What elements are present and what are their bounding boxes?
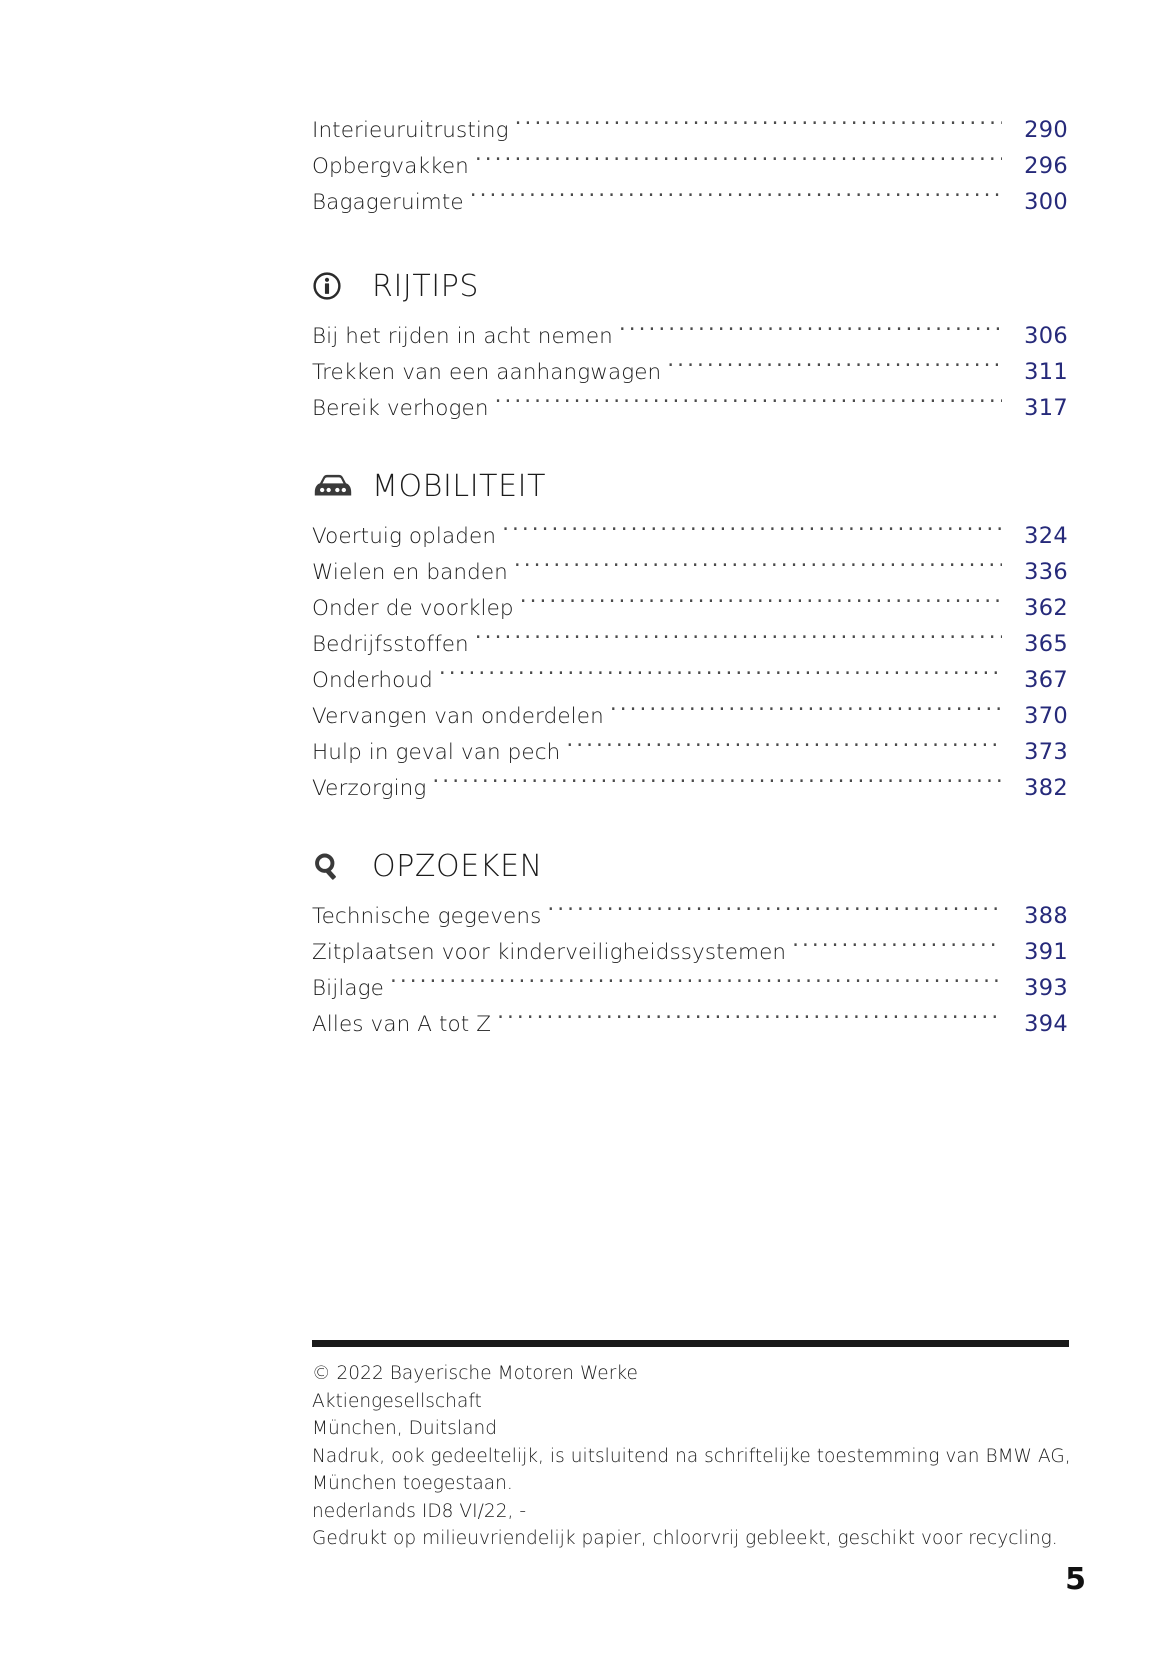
toc-entry[interactable] [312,318,1068,354]
toc-entry[interactable] [312,148,1068,184]
toc-entry-title: Bereik verhogen [312,396,489,421]
toc-leader-dots [667,363,1002,379]
toc-entry-title: Bijlage [312,976,385,1001]
copyright-line: Nadruk, ook gedeeltelijk, is uitsluitend na schriftelijke toestemming van BMW AG, [312,1445,1071,1467]
copyright-line: Gedrukt op milieuvriendelijk papier, chloorvrij gebleekt, geschikt voor recycling. [312,1528,1058,1549]
toc-entry-title: Vervangen van onderdelen [312,704,604,729]
toc-entry[interactable] [312,518,1068,554]
toc-section-entries [312,318,1068,426]
toc-leader-dots [520,599,1002,615]
toc-leader-dots [432,779,1002,795]
toc-entry-page-number: 311 [1024,359,1068,385]
toc-entry[interactable] [312,734,1068,770]
toc-section-entries [312,898,1068,1042]
toc-entry-page-number: 296 [1024,153,1068,179]
search-icon [312,845,358,887]
copyright-block [312,1360,1072,1553]
toc-leader-dots [390,979,1002,995]
toc-entry-page-number: 370 [1024,703,1068,729]
toc-entry[interactable] [312,934,1068,970]
toc-leader-dots [502,527,1002,543]
toc-leader-dots [470,193,1002,209]
toc-entry-page-number: 290 [1024,117,1068,143]
toc-entry[interactable] [312,662,1068,698]
toc-entry[interactable] [312,390,1068,426]
toc-entry[interactable] [312,626,1068,662]
toc-entry-title: Alles van A tot Z [312,1012,492,1037]
toc-entry-page-number: 336 [1024,559,1068,585]
toc-section-header[interactable] [312,840,1068,892]
toc-content [312,112,1068,1042]
toc-entry-page-number: 373 [1024,739,1068,765]
toc-leader-dots [475,157,1002,173]
copyright-line: © 2022 Bayerische Motoren Werke [312,1363,638,1384]
toc-entry-title: Bedrijfsstoffen [312,632,469,657]
toc-entry-title: Trekken van een aanhangwagen [312,360,662,385]
toc-entry-title: Opbergvakken [312,154,469,179]
toc-entry[interactable] [312,898,1068,934]
toc-entry-page-number: 306 [1024,323,1068,349]
toc-leader-dots [475,635,1002,651]
toc-entry[interactable] [312,184,1068,220]
toc-leader-dots [610,707,1002,723]
toc-entry[interactable] [312,112,1068,148]
toc-leader-dots [792,943,1002,959]
toc-entry-title: Bagageruimte [312,190,464,215]
toc-entry-page-number: 362 [1024,595,1068,621]
toc-leader-dots [547,907,1002,923]
toc-entry[interactable] [312,1006,1068,1042]
toc-sections [312,260,1068,1042]
info-circle-icon [312,265,358,307]
toc-leader-dots [566,743,1002,759]
toc-top-entries [312,112,1068,220]
toc-section-title: RIJTIPS [372,268,480,304]
toc-entry-title: Interieuruitrusting [312,118,509,143]
toc-entry-title: Bij het rijden in acht nemen [312,324,613,349]
toc-entry[interactable] [312,698,1068,734]
footer-divider [312,1340,1069,1347]
copyright-line: München toegestaan. [312,1473,513,1494]
toc-entry[interactable] [312,970,1068,1006]
page-number: 5 [1065,1562,1086,1597]
toc-entry-page-number: 388 [1024,903,1068,929]
toc-section [312,840,1068,1042]
toc-entry-page-number: 393 [1024,975,1068,1001]
toc-leader-dots [497,1015,1002,1031]
toc-entry-page-number: 365 [1024,631,1068,657]
toc-entry[interactable] [312,554,1068,590]
toc-section-title: MOBILITEIT [372,468,547,504]
toc-entry-title: Voertuig opladen [312,524,497,549]
toc-entry[interactable] [312,354,1068,390]
toc-section-header[interactable] [312,260,1068,312]
car-front-icon [312,465,358,507]
copyright-line: nederlands ID8 VI/22, - [312,1500,527,1522]
toc-entry-title: Hulp in geval van pech [312,740,561,765]
toc-entry-title: Onderhoud [312,668,433,693]
toc-section-title: OPZOEKEN [372,848,543,884]
toc-entry-title: Zitplaatsen voor kinderveiligheidssystemen [312,940,787,965]
toc-entry-title: Onder de voorklep [312,596,514,621]
toc-section-entries [312,518,1068,806]
toc-entry-title: Verzorging [312,776,427,801]
toc-entry-page-number: 317 [1024,395,1068,421]
toc-entry[interactable] [312,590,1068,626]
toc-section [312,460,1068,806]
toc-leader-dots [619,327,1002,343]
copyright-line: München, Duitsland [312,1418,498,1439]
toc-entry-page-number: 391 [1024,939,1068,965]
toc-section-header[interactable] [312,460,1068,512]
toc-entry-title: Technische gegevens [312,904,542,929]
toc-leader-dots [515,121,1002,137]
toc-leader-dots [439,671,1002,687]
toc-entry-title: Wielen en banden [312,560,508,585]
toc-entry[interactable] [312,770,1068,806]
copyright-line: Aktiengesellschaft [312,1390,482,1412]
toc-entry-page-number: 324 [1024,523,1068,549]
toc-entry-page-number: 367 [1024,667,1068,693]
toc-section [312,260,1068,426]
toc-entry-page-number: 394 [1024,1011,1068,1037]
toc-leader-dots [514,563,1002,579]
toc-leader-dots [495,399,1002,415]
toc-entry-page-number: 382 [1024,775,1068,801]
toc-entry-page-number: 300 [1024,189,1068,215]
